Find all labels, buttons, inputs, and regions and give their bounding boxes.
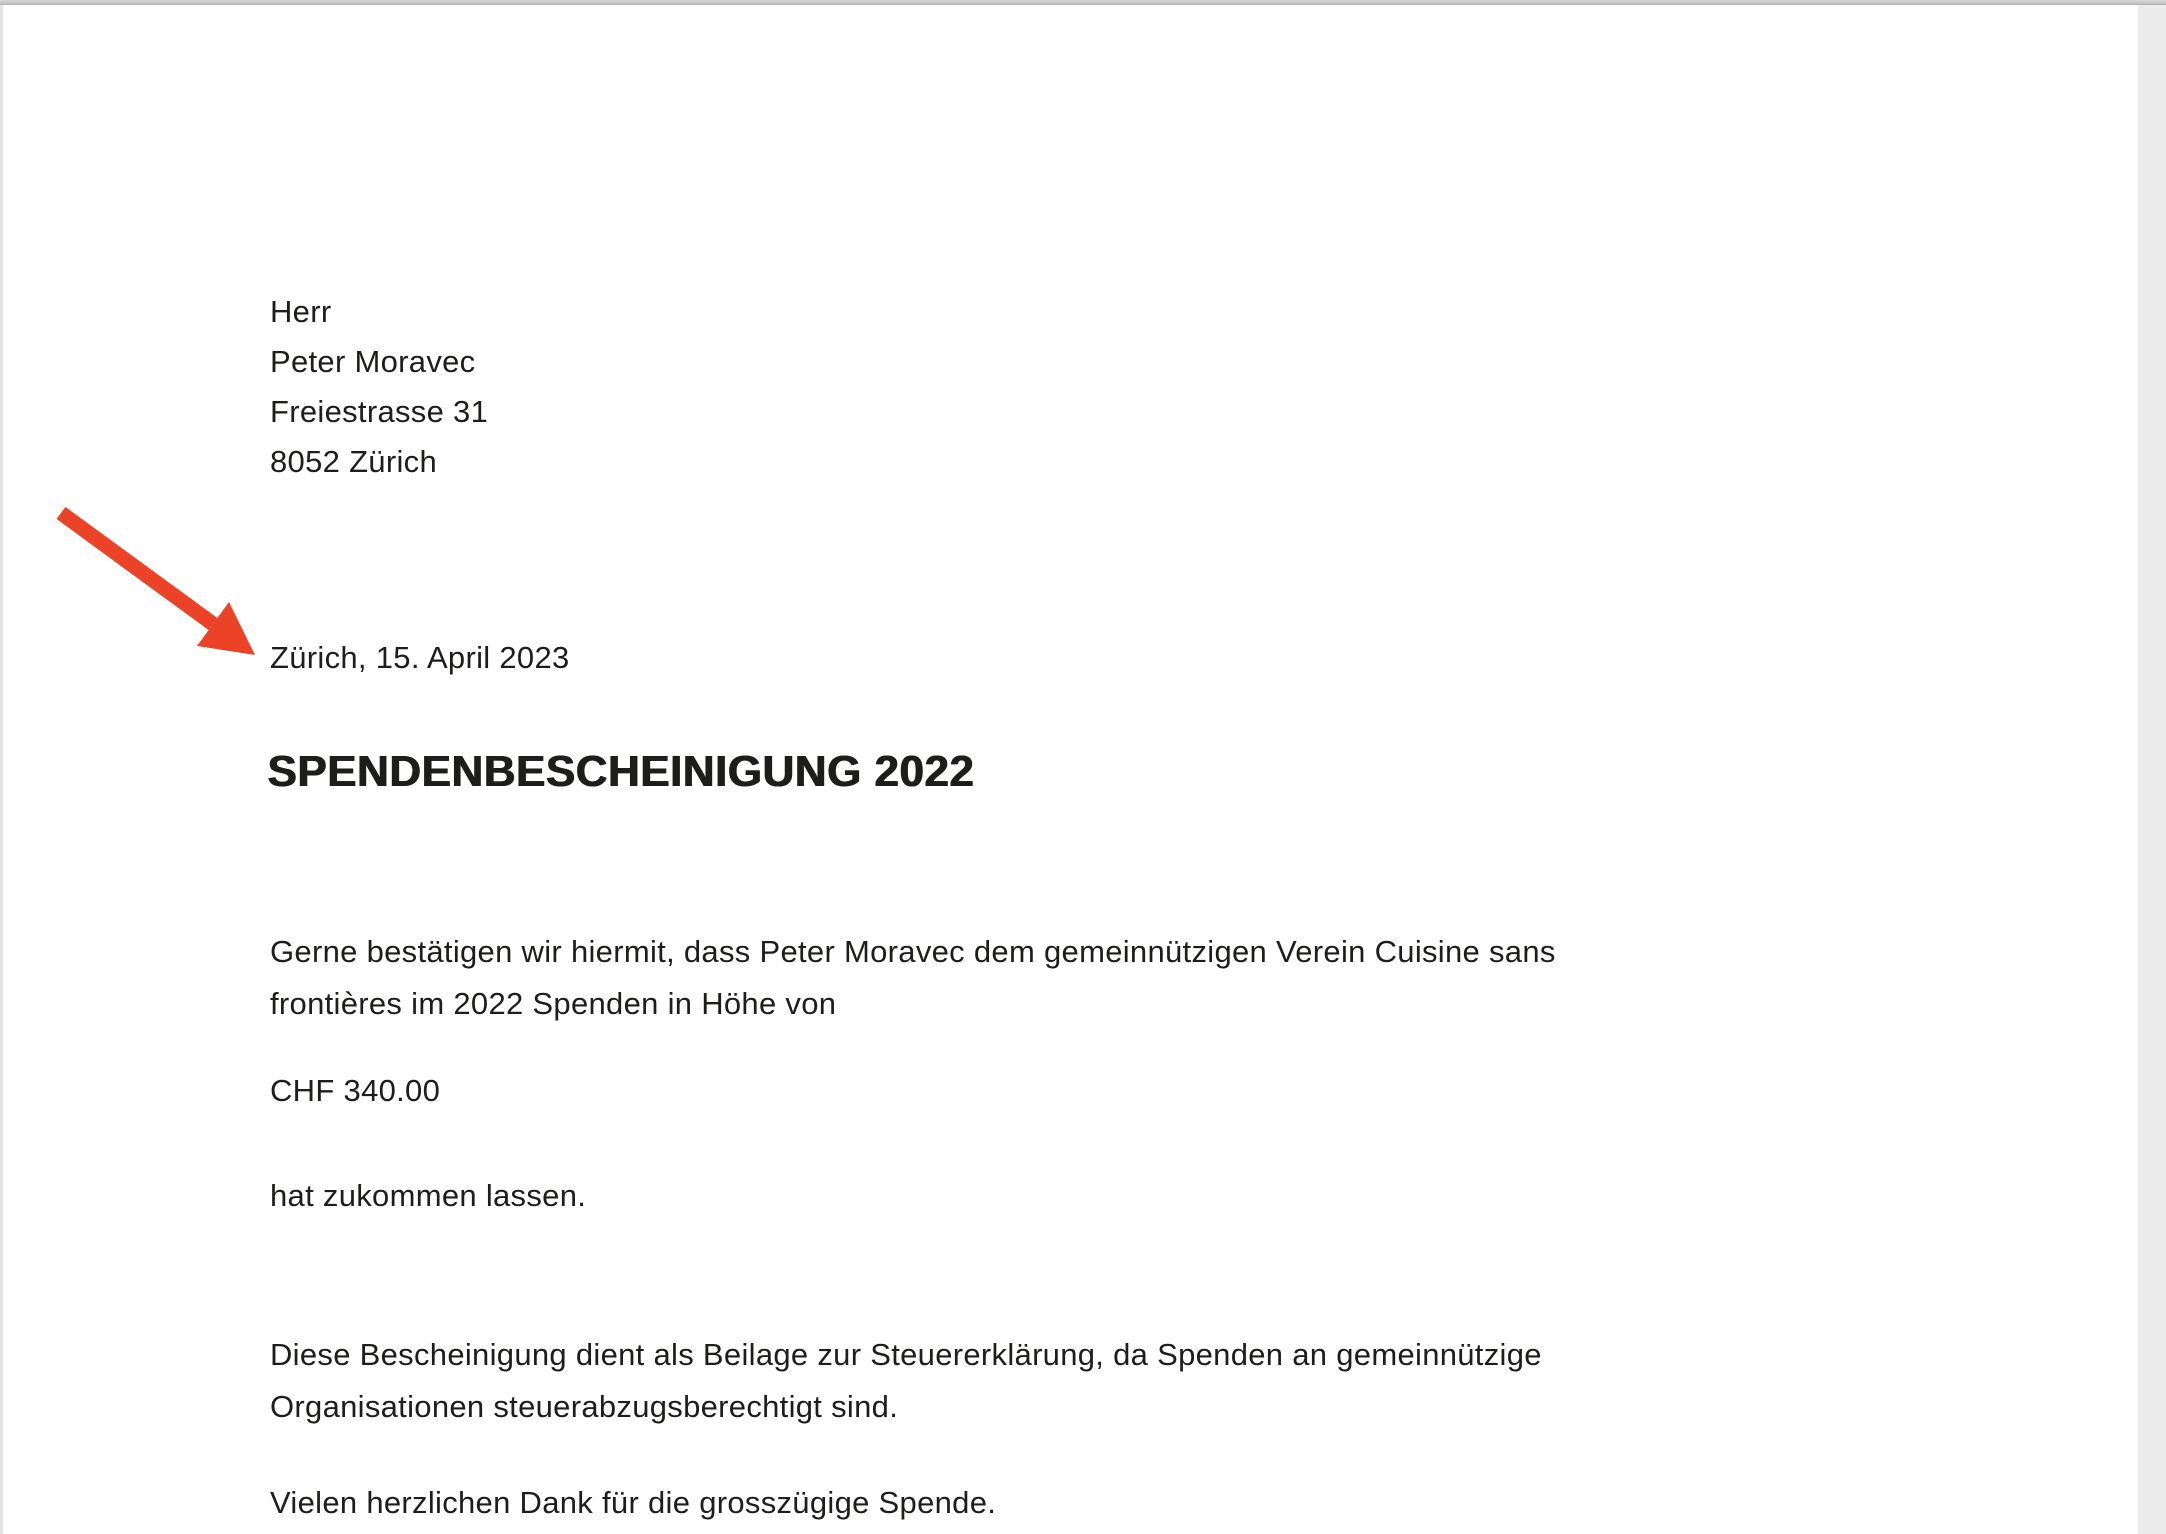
thanks-line: Vielen herzlichen Dank für die grosszügige Spende. [270, 1485, 997, 1520]
donation-amount: CHF 340.00 [270, 1073, 441, 1108]
tax-note-paragraph [270, 1329, 1542, 1433]
closing-line: hat zukommen lassen. [270, 1178, 587, 1213]
viewer-right-margin [2138, 5, 2166, 1534]
tax-note-paragraph-line2: Organisationen steuerabzugsberechtigt sind. [270, 1389, 899, 1424]
viewer-left-edge [0, 5, 3, 1534]
recipient-city: 8052 Zürich [270, 444, 438, 479]
letter-page [3, 5, 2138, 1534]
letter-title: SPENDENBESCHEINIGUNG 2022 [267, 747, 974, 796]
red-arrow-icon [53, 505, 273, 670]
recipient-address-block [270, 287, 488, 487]
date-line: Zürich, 15. April 2023 [270, 640, 570, 675]
confirmation-paragraph-line1: Gerne bestätigen wir hiermit, dass Peter Moravec dem gemeinnützigen Verein Cuisine sans [270, 934, 1556, 969]
recipient-salutation: Herr [270, 294, 332, 329]
confirmation-paragraph [270, 926, 1556, 1030]
confirmation-paragraph-line2: frontières im 2022 Spenden in Höhe von [270, 986, 837, 1021]
tax-note-paragraph-line1: Diese Bescheinigung dient als Beilage zur Steuererklärung, da Spenden an gemeinnützige [270, 1337, 1542, 1372]
viewer-top-edge [0, 0, 2166, 5]
recipient-name: Peter Moravec [270, 344, 476, 379]
recipient-street: Freiestrasse 31 [270, 394, 489, 429]
